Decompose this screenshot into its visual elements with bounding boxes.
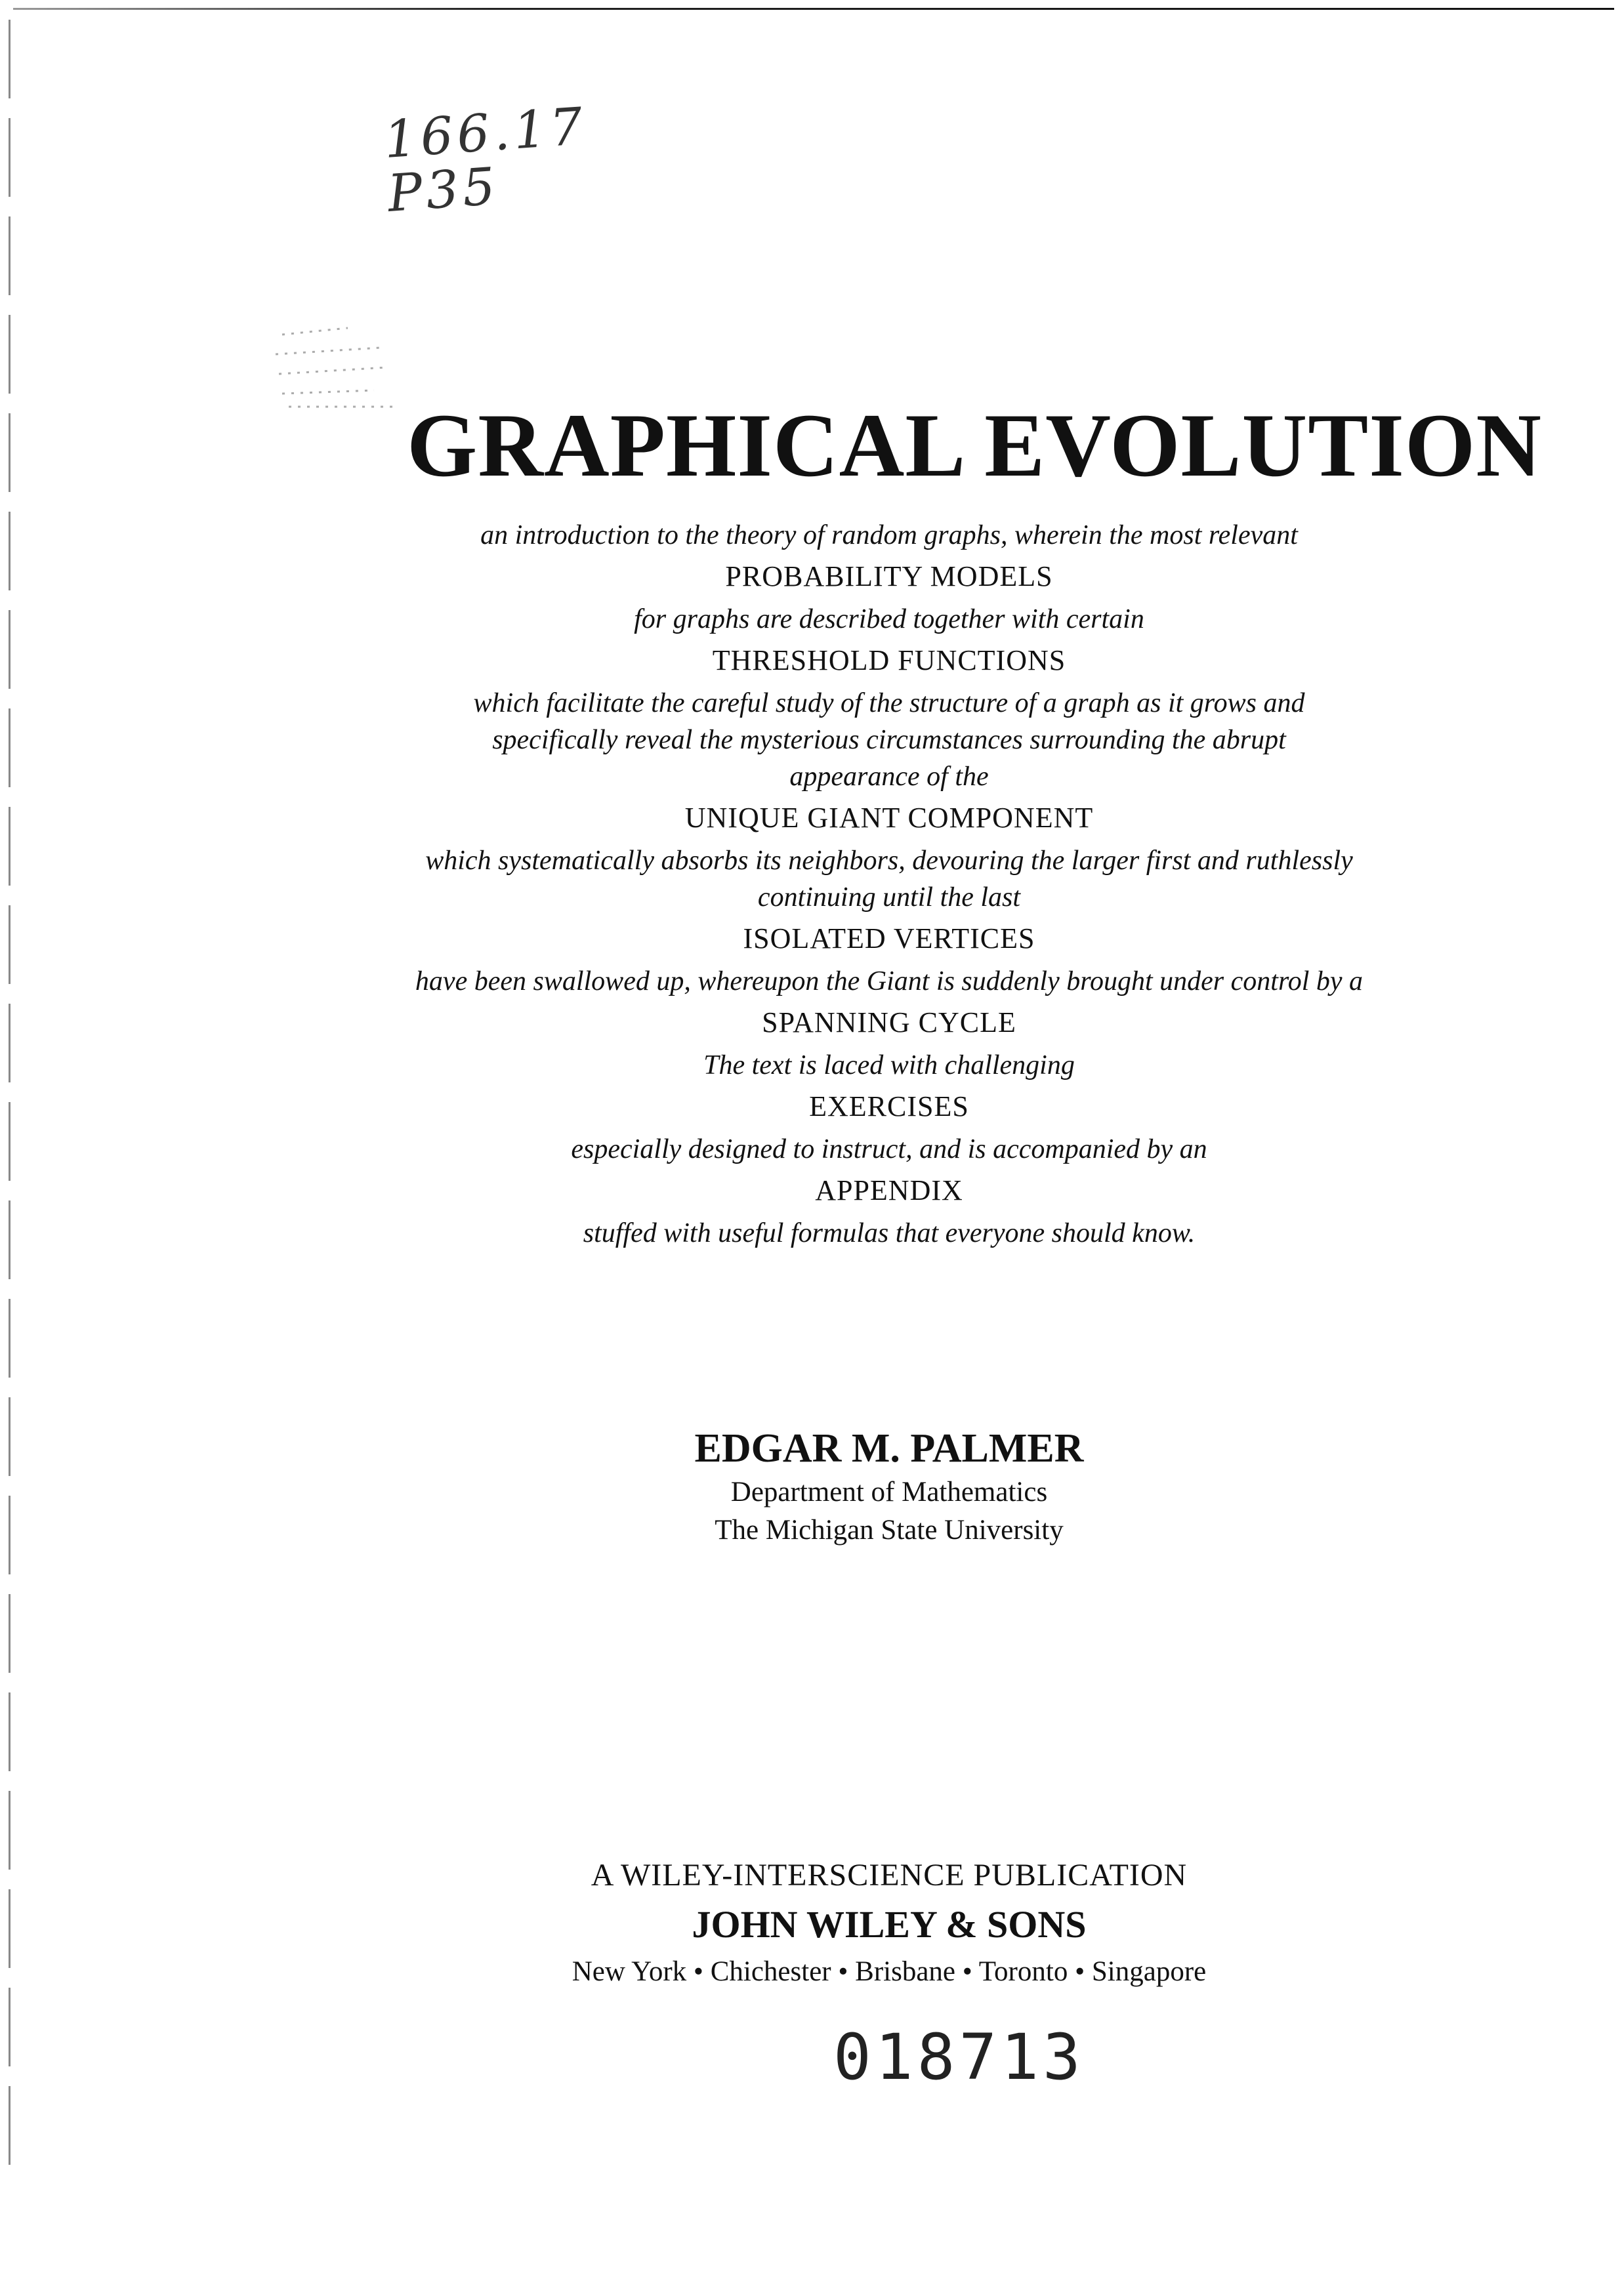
author-block bbox=[407, 1424, 1371, 1549]
publisher-cities: New York • Chichester • Brisbane • Toronto • Singapore bbox=[572, 1956, 1207, 1987]
scan-edge-top bbox=[13, 8, 1614, 10]
publisher-series: A WILEY-INTERSCIENCE PUBLICATION bbox=[591, 1858, 1188, 1893]
handwritten-call-number bbox=[382, 96, 589, 258]
blurb-heading: THRESHOLD FUNCTIONS bbox=[712, 644, 1066, 676]
blurb-line: which facilitate the careful study of the structure of a graph as it grows and specifically reveal the mysterious circumstances surrounding the abrupt appearance of the bbox=[473, 688, 1305, 792]
accession-number-stamp: 018713 bbox=[833, 2020, 1085, 2094]
blurb-line: for graphs are described together with certain bbox=[634, 604, 1144, 634]
book-title: GRAPHICAL EVOLUTION bbox=[407, 395, 1542, 495]
faded-stamp-mark bbox=[269, 315, 400, 413]
blurb-heading: SPANNING CYCLE bbox=[762, 1006, 1016, 1038]
title-block bbox=[407, 395, 1542, 1252]
handwritten-line-2: P35 bbox=[386, 157, 501, 224]
blurb-line: stuffed with useful formulas that everyone should know. bbox=[583, 1218, 1196, 1248]
blurb-line: have been swallowed up, whereupon the Giant is suddenly brought under control by a bbox=[415, 966, 1364, 996]
blurb-line: The text is laced with challenging bbox=[703, 1050, 1075, 1080]
author-university: The Michigan State University bbox=[715, 1515, 1064, 1546]
scan-edge-left bbox=[9, 20, 10, 2184]
blurb-line: an introduction to the theory of random graphs, wherein the most relevant bbox=[480, 520, 1298, 550]
blurb-line: which systematically absorbs its neighbors, devouring the larger first and ruthlessly continuing until the last bbox=[425, 846, 1353, 912]
blurb-heading: PROBABILITY MODELS bbox=[725, 560, 1053, 592]
blurb-line: especially designed to instruct, and is accompanied by an bbox=[571, 1134, 1207, 1164]
blurb-heading: EXERCISES bbox=[809, 1090, 969, 1122]
blurb-heading: APPENDIX bbox=[815, 1174, 963, 1206]
publisher-block bbox=[407, 1853, 1371, 1992]
author-department: Department of Mathematics bbox=[730, 1477, 1048, 1507]
author-name: EDGAR M. PALMER bbox=[694, 1426, 1084, 1471]
blurb-heading: UNIQUE GIANT COMPONENT bbox=[684, 802, 1094, 834]
handwritten-line-1: 166.17 bbox=[382, 96, 589, 171]
publisher-name: JOHN WILEY & SONS bbox=[692, 1903, 1087, 1946]
blurb-heading: ISOLATED VERTICES bbox=[743, 922, 1035, 954]
